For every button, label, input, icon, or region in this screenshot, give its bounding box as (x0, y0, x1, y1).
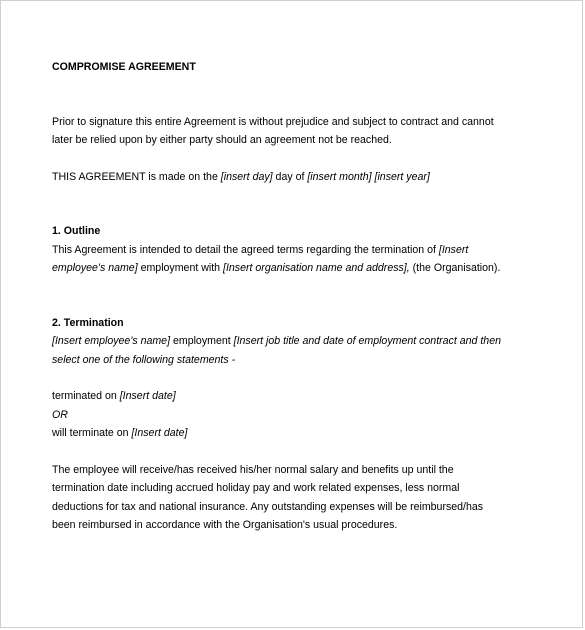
insert-employee-placeholder: [Insert (438, 243, 469, 256)
insert-date-placeholder: [Insert date] (131, 427, 188, 439)
insert-job-title-placeholder: [Insert job title and date of employment contract and then (233, 335, 501, 347)
termination-line-2: select one of the following statements - (52, 353, 236, 366)
agreement-date-line (52, 168, 522, 187)
outline-line-2: employee's name] employment with [Insert organisation name and address], (the Organisation). (52, 262, 501, 274)
intro-line-2: later be relied upon by either party should an agreement not be reached. (52, 134, 392, 146)
insert-month-placeholder: [insert month] (307, 170, 372, 183)
insert-day-placeholder: [insert day] (220, 170, 273, 183)
salary-paragraph-line-2: termination date including accrued holiday pay and work related expenses, less normal (52, 482, 460, 494)
salary-paragraph-line-4: been reimbursed in accordance with the Organisation's usual procedures. (52, 519, 398, 531)
salary-paragraph-line-3: deductions for tax and national insurance. Any outstanding expenses will be reimbursed/has (52, 500, 484, 513)
termination-line-1: [Insert employee's name] employment [Insert job title and date of employment contract and then (52, 335, 501, 347)
insert-organisation-placeholder: [Insert organisation name and address], (223, 262, 410, 274)
intro-line-1: Prior to signature this entire Agreement is without prejudice and subject to contract and cannot (52, 115, 494, 128)
document-body (52, 58, 522, 535)
outline-line-1: This Agreement is intended to detail the agreed terms regarding the termination of [Insert (52, 243, 469, 256)
section-heading-outline: 1. Outline (52, 225, 101, 237)
agreement-date-prefix: THIS AGREEMENT is made on the (52, 170, 221, 183)
agreement-date-mid: day of (272, 170, 308, 183)
termination-option-2: will terminate on [Insert date] (52, 427, 188, 439)
insert-year-placeholder: [insert year] (374, 170, 430, 183)
termination-option-1: terminated on [Insert date] (52, 390, 176, 402)
insert-date-placeholder: [Insert date] (119, 390, 176, 402)
document-title: COMPROMISE AGREEMENT (52, 61, 196, 73)
termination-or: OR (52, 408, 68, 421)
salary-paragraph-line-1: The employee will receive/has received his/her normal salary and benefits up until the (52, 463, 454, 476)
section-heading-termination: 2. Termination (52, 316, 124, 329)
